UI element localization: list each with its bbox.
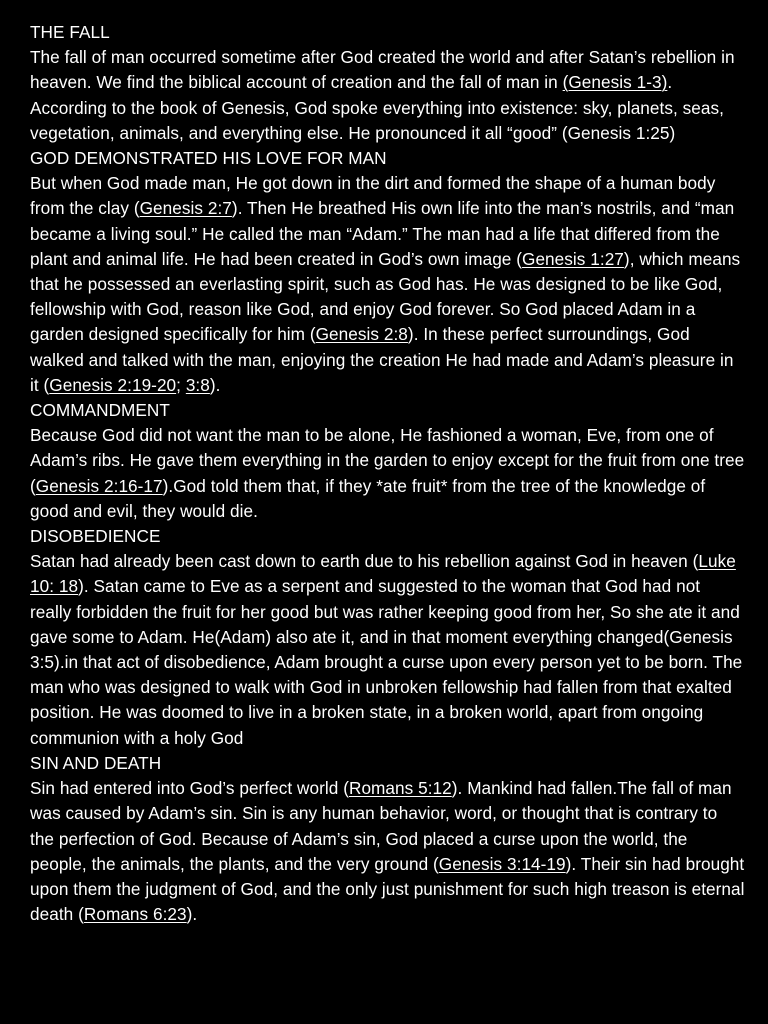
article-body	[30, 20, 746, 927]
paragraph-text: Because God did not want the man to be alone, He fashioned a woman, Eve, from one of Adam’s ribs. He gave them everything in the garden to enjoy except for the fruit from one tree (	[30, 425, 745, 496]
scripture-link-genesis-2-7[interactable]: Genesis 2:7	[139, 198, 232, 219]
scripture-link-3-8[interactable]: 3:8	[185, 374, 210, 395]
paragraph-text: ).	[186, 904, 198, 925]
heading-commandment: COMMANDMENT	[30, 400, 170, 421]
scripture-link-luke-10-18[interactable]: Luke 10: 18	[30, 551, 736, 597]
scripture-link-genesis-2-19-20[interactable]: Genesis 2:19-20	[49, 374, 177, 395]
scripture-link-romans-6-23[interactable]: Romans 6:23	[83, 904, 187, 925]
paragraph-text: ). In these perfect surroundings, God walked and talked with the man, enjoying the creation He had made and Adam’s pleasure in it (	[30, 324, 734, 395]
paragraph-text: ). Satan came to Eve as a serpent and suggested to the woman that God had not really forbidden the fruit for her good but was rather keeping good from her, So she ate it and gave some to Adam. He(Adam) also ate it, and in that moment everything changed(Genesis 3:5).in that act of disobedience, Adam brought a curse upon every person yet to be born. The man who was designed to walk with God in unbroken fellowship had fallen from that exalted position. He was doomed to live in a broken state, in a broken world, apart from ongoing communion with a holy God	[30, 576, 743, 748]
scripture-link-genesis-2-8[interactable]: Genesis 2:8	[315, 324, 408, 345]
paragraph-text: ). Mankind had fallen.The fall of man was caused by Adam’s sin. Sin is any human behavior, word, or thought that is contrary to the perfection of God. Because of Adam’s sin, God placed a curse upon the world, the people, the animals, the plants, and the very ground (	[30, 778, 732, 874]
heading-disobedience: DISOBEDIENCE	[30, 526, 161, 547]
paragraph-text: Sin had entered into God’s perfect world (	[30, 778, 349, 799]
paragraph-disobedience	[30, 549, 746, 751]
heading-the-fall: THE FALL	[30, 22, 110, 42]
paragraph-god-demonstrated-love	[30, 171, 746, 398]
paragraph-text: ). Then He breathed His own life into the man’s nostrils, and “man became a living soul.” He called the man “Adam.” The man had a life that differed from the plant and animal life. He had been created in God’s own image (	[30, 198, 735, 269]
heading-sin-and-death: SIN AND DEATH	[30, 752, 162, 773]
paragraph-text: ).God told them that, if they *ate fruit* from the tree of the knowledge of good and evil, they would die.	[30, 475, 706, 521]
paragraph-text: . According to the book of Genesis, God spoke everything into existence: sky, planets, seas, vegetation, animals, and everything else. He pronounced it all “good” (Genesis 1:25)	[30, 72, 724, 143]
heading-god-demonstrated-love: GOD DEMONSTRATED HIS LOVE FOR MAN	[30, 148, 387, 169]
paragraph-sin-and-death	[30, 776, 746, 927]
scripture-link-romans-5-12[interactable]: Romans 5:12	[348, 778, 452, 799]
paragraph-text: The fall of man occurred sometime after God created the world and after Satan’s rebellion in heaven. We find the biblical account of creation and the fall of man in	[30, 47, 735, 93]
paragraph-commandment	[30, 423, 746, 524]
scripture-link-genesis-1-27[interactable]: Genesis 1:27	[522, 248, 624, 269]
paragraph-text: ).	[209, 374, 221, 395]
paragraph-text: ). Their sin had brought upon them the judgment of God, and the only just punishment for such high treason is eternal death (	[30, 853, 745, 925]
scripture-link-genesis-3-14-19[interactable]: Genesis 3:14-19	[438, 853, 566, 874]
paragraph-text: Satan had already been cast down to earth due to his rebellion against God in heaven (	[30, 551, 699, 572]
paragraph-text: ), which means that he possessed an everlasting spirit, such as God has. He was designed to be like God, fellowship with God, reason like God, and enjoy God forever. So God placed Adam in a garden designed specifically for him (	[30, 248, 741, 345]
paragraph-text: But when God made man, He got down in the dirt and formed the shape of a human body from the clay (	[30, 173, 716, 219]
scripture-link-genesis-1-3[interactable]: (Genesis 1-3)	[562, 72, 668, 93]
scripture-link-genesis-2-16-17[interactable]: Genesis 2:16-17	[35, 475, 163, 496]
paragraph-the-fall	[30, 45, 746, 146]
reference-separator: ;	[176, 374, 186, 395]
